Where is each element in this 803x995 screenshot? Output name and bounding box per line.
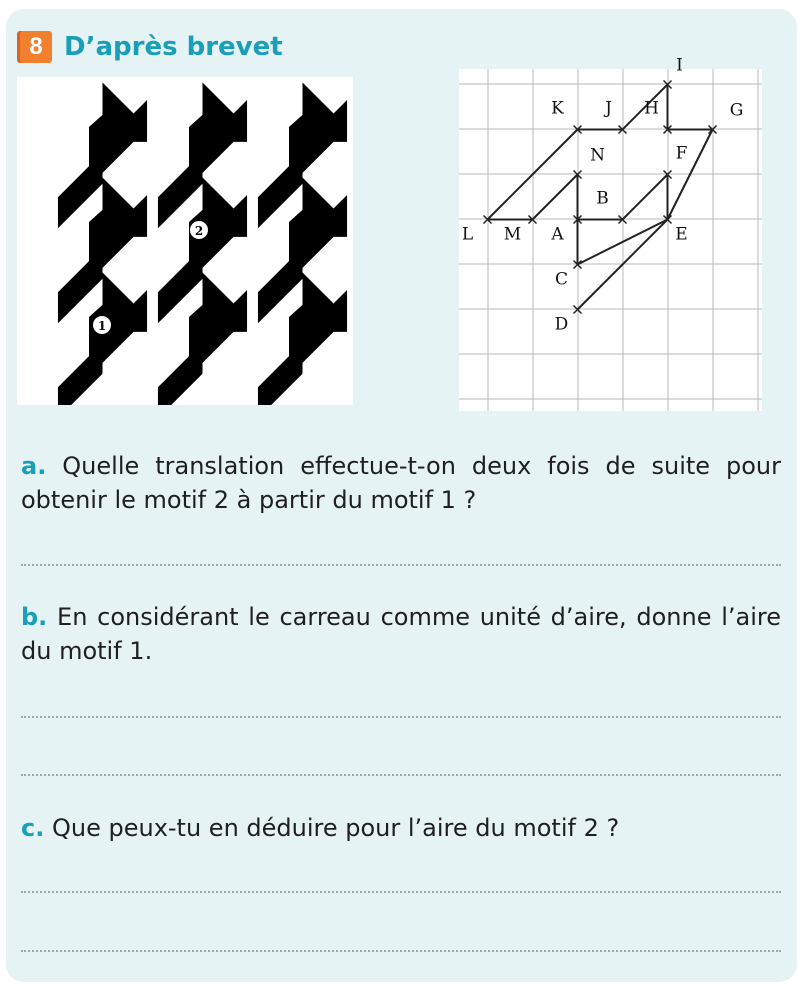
question-b [21,600,781,668]
point-label-H: H [644,98,659,119]
question-a [21,449,781,517]
question-a-text: Quelle translation effectue-t-on deux fois de suite pour obtenir le motif 2 à partir du motif 1 ? [21,452,781,514]
point-label-A: A [551,224,564,245]
point-label-D: D [554,314,569,335]
point-label-B: B [596,188,609,209]
answer-line-a[interactable] [21,564,781,566]
segment-BF [623,175,668,220]
point-label-I: I [676,55,683,76]
motif-1-label: 1 [97,319,107,333]
point-label-F: F [675,143,688,164]
point-label-E: E [675,224,688,245]
question-c-label: c. [21,814,45,842]
answer-line-c2[interactable] [21,950,781,952]
answer-line-c1[interactable] [21,891,781,893]
question-b-label: b. [21,603,48,631]
question-c [21,811,781,845]
question-a-label: a. [21,452,47,480]
point-label-N: N [590,145,605,166]
grid-construction-figure [459,55,762,411]
answer-line-b2[interactable] [21,774,781,776]
point-label-K: K [551,98,564,119]
answer-line-b1[interactable] [21,716,781,718]
grid-construction-svg [459,55,762,411]
point-label-M: M [503,224,522,245]
point-label-C: C [554,269,569,290]
motif-2-label: 2 [194,224,204,238]
exercise-number-badge: 8 [20,31,52,63]
question-b-text: En considérant le carreau comme unité d’aire, donne l’aire du motif 1. [21,603,781,665]
point-label-L: L [461,224,474,245]
segment-MN [533,175,578,220]
question-c-text: Que peux-tu en déduire pour l’aire du motif 2 ? [51,814,620,842]
exercise-title: D’après brevet [64,32,283,62]
point-label-J: J [605,98,612,119]
point-label-G: G [729,100,744,121]
houndstooth-pattern-figure [17,77,353,405]
exercise-header [20,30,283,64]
houndstooth-pattern-svg [17,77,353,405]
